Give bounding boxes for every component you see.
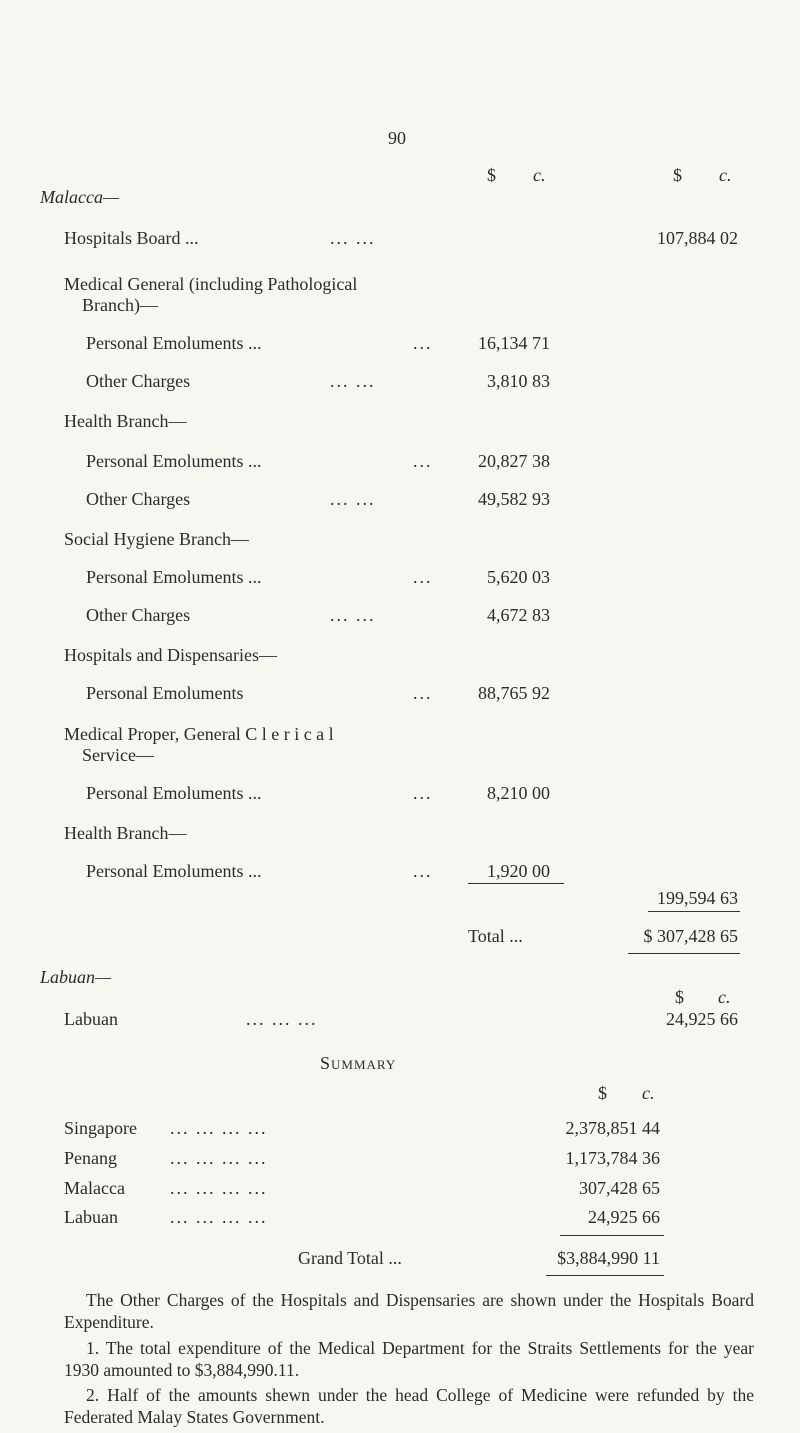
labuan-dots: ... ... ... <box>246 1009 318 1029</box>
mp-personal-label: Personal Emoluments ... <box>86 783 262 803</box>
hd-personal-amount: 88,765 92 <box>478 683 550 703</box>
health-branch2-heading: Health Branch— <box>64 823 187 843</box>
hd-personal-label: Personal Emoluments <box>86 683 244 703</box>
medical-general-heading: Medical General (including Pathological <box>64 274 358 294</box>
labuan-heading: Labuan— <box>40 967 112 987</box>
grand-total-top-rule <box>560 1235 664 1236</box>
malacca-heading: Malacca— <box>40 187 119 207</box>
hb-personal-label: Personal Emoluments ... <box>86 451 262 471</box>
mg-other-dots: ... ... <box>330 371 376 391</box>
page-number: 90 <box>388 128 406 148</box>
hb-other-dots: ... ... <box>330 489 376 509</box>
note-paragraph-2: 1. The total expenditure of the Medical Department for the Straits Settlements for the year 1930 amounted to $3,884,990.11. <box>64 1338 754 1380</box>
summary-heading: Summary <box>320 1053 397 1073</box>
malacca-total-amount: $ 307,428 65 <box>643 926 738 946</box>
total-bottom-rule <box>628 953 740 954</box>
col2-cent-header: c. <box>719 165 732 185</box>
hospitals-disp-heading: Hospitals and Dispensaries— <box>64 645 277 665</box>
summary-cent-header: c. <box>642 1083 655 1103</box>
malacca-total-label: Total ... <box>468 926 523 946</box>
hb2-personal-dots: ... <box>413 861 433 881</box>
hb-personal-dots: ... <box>413 451 433 471</box>
summary-row-dots: ... ... ... ... <box>170 1178 268 1198</box>
subtotal-rule <box>468 883 564 884</box>
sh-personal-dots: ... <box>413 567 433 587</box>
col1-dollar-header: $ <box>487 165 496 185</box>
summary-row-label: Malacca <box>64 1178 125 1198</box>
summary-row-label: Penang <box>64 1148 117 1168</box>
hb-other-amount: 49,582 93 <box>478 489 550 509</box>
grand-total-label: Grand Total ... <box>298 1248 402 1268</box>
sh-other-label: Other Charges <box>86 605 191 625</box>
note-paragraph-1: The Other Charges of the Hospitals and Dispensaries are shown under the Hospitals Board Expenditure. <box>64 1290 754 1332</box>
summary-dollar-header: $ <box>598 1083 607 1103</box>
mp-personal-dots: ... <box>413 783 433 803</box>
medical-proper-heading-cont: Service— <box>82 745 154 765</box>
summary-row-dots: ... ... ... ... <box>170 1118 268 1138</box>
mg-personal-label: Personal Emoluments ... <box>86 333 262 353</box>
mg-other-label: Other Charges <box>86 371 191 391</box>
sh-personal-amount: 5,620 03 <box>487 567 550 587</box>
summary-row-label: Singapore <box>64 1118 137 1138</box>
summary-row-amount: 1,173,784 36 <box>565 1148 660 1168</box>
labuan-dollar-header: $ <box>675 987 684 1007</box>
hd-personal-dots: ... <box>413 683 433 703</box>
hb-other-label: Other Charges <box>86 489 191 509</box>
health-branch-heading: Health Branch— <box>64 411 187 431</box>
sh-other-dots: ... ... <box>330 605 376 625</box>
hospitals-board-label: Hospitals Board ... <box>64 228 199 248</box>
mp-personal-amount: 8,210 00 <box>487 783 550 803</box>
labuan-cent-header: c. <box>718 987 731 1007</box>
grand-total-bottom-rule <box>546 1275 664 1276</box>
grand-total-amount: $3,884,990 11 <box>557 1248 660 1268</box>
summary-row-label: Labuan <box>64 1207 118 1227</box>
mg-other-amount: 3,810 83 <box>487 371 550 391</box>
labuan-label: Labuan <box>64 1009 118 1029</box>
medical-general-heading-cont: Branch)— <box>82 295 158 315</box>
hb-personal-amount: 20,827 38 <box>478 451 550 471</box>
col1-cent-header: c. <box>533 165 546 185</box>
summary-row-dots: ... ... ... ... <box>170 1207 268 1227</box>
labuan-amount: 24,925 66 <box>666 1009 738 1029</box>
mg-personal-dots: ... <box>413 333 433 353</box>
hospitals-board-total: 107,884 02 <box>657 228 738 248</box>
summary-row-amount: 24,925 66 <box>588 1207 660 1227</box>
sh-personal-label: Personal Emoluments ... <box>86 567 262 587</box>
hospitals-board-dots: ... ... <box>330 228 376 248</box>
summary-row-amount: 2,378,851 44 <box>565 1118 660 1138</box>
hb2-personal-amount: 1,920 00 <box>487 861 550 881</box>
medical-proper-heading: Medical Proper, General C l e r i c a l <box>64 724 334 744</box>
col2-dollar-header: $ <box>673 165 682 185</box>
total-top-rule <box>648 911 740 912</box>
note-paragraph-3: 2. Half of the amounts shewn under the head College of Medicine were refunded by the Federated Malay States Government. <box>64 1385 754 1427</box>
sh-other-amount: 4,672 83 <box>487 605 550 625</box>
summary-row-amount: 307,428 65 <box>579 1178 660 1198</box>
social-hygiene-heading: Social Hygiene Branch— <box>64 529 249 549</box>
summary-row-dots: ... ... ... ... <box>170 1148 268 1168</box>
malacca-subtotal: 199,594 63 <box>657 888 738 908</box>
hb2-personal-label: Personal Emoluments ... <box>86 861 262 881</box>
mg-personal-amount: 16,134 71 <box>478 333 550 353</box>
